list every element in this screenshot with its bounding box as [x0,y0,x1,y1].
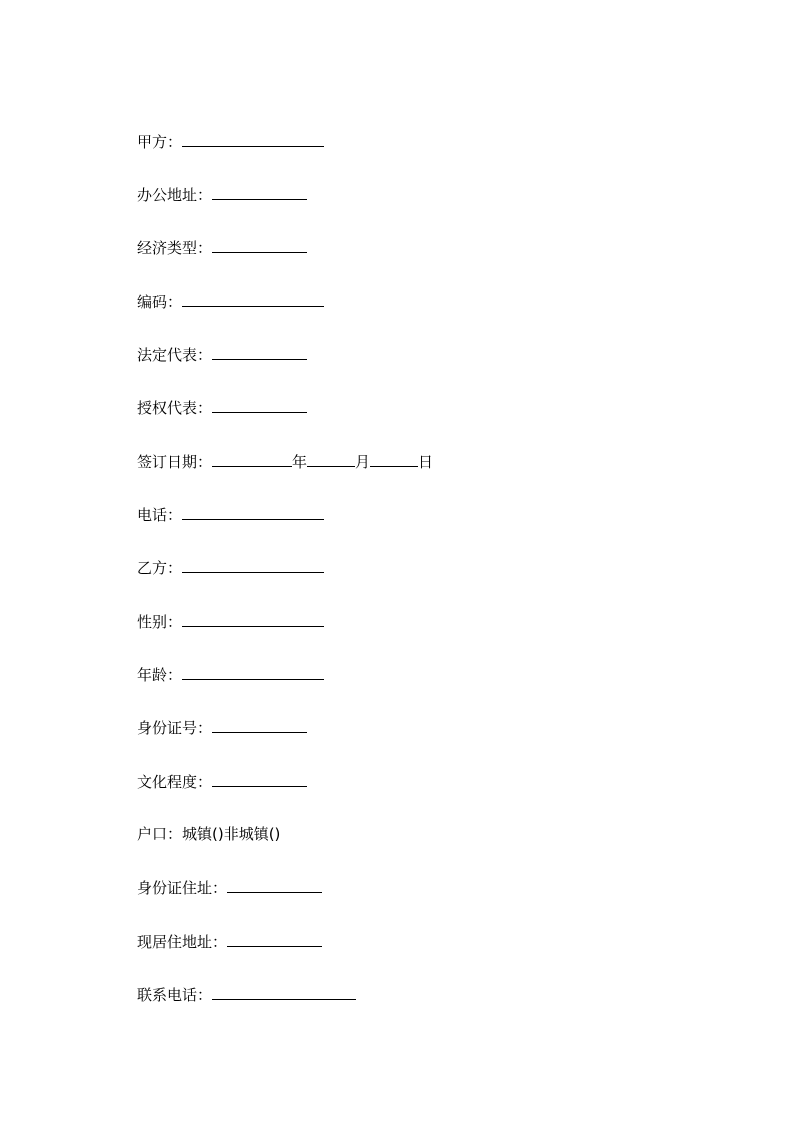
party-a-row [137,129,324,153]
month-label: 月 [355,453,371,471]
household-label: 户口：城镇()非城镇() [137,825,281,843]
id-address-row [137,875,322,899]
id-number-row [137,715,307,739]
party-b-blank[interactable] [182,555,324,573]
contact-phone-label: 联系电话： [137,986,213,1004]
office-address-row [137,182,307,206]
office-address-label: 办公地址： [137,186,213,204]
legal-rep-label: 法定代表： [137,346,213,364]
code-row [137,289,324,313]
economic-type-row [137,235,307,259]
education-blank[interactable] [212,769,307,787]
age-label: 年龄： [137,666,183,684]
gender-label: 性别： [137,613,183,631]
id-number-blank[interactable] [212,715,307,733]
id-address-label: 身份证住址： [137,879,228,897]
phone-blank[interactable] [182,502,324,520]
sign-year-blank[interactable] [212,449,292,467]
code-blank[interactable] [182,289,324,307]
authorized-rep-label: 授权代表： [137,399,213,417]
sign-day-blank[interactable] [370,449,418,467]
age-row [137,662,324,686]
day-label: 日 [418,453,434,471]
party-a-label: 甲方： [137,133,183,151]
economic-type-blank[interactable] [212,235,307,253]
gender-row [137,609,324,633]
contact-phone-row [137,982,356,1006]
legal-rep-blank[interactable] [212,342,307,360]
phone-row [137,502,324,526]
code-label: 编码： [137,293,183,311]
sign-date-label: 签订日期： [137,453,213,471]
legal-rep-row [137,342,307,366]
contact-phone-blank[interactable] [212,982,356,1000]
party-a-blank[interactable] [182,129,324,147]
authorized-rep-blank[interactable] [212,395,307,413]
household-row [137,822,280,846]
current-address-blank[interactable] [227,929,322,947]
phone-label: 电话： [137,506,183,524]
economic-type-label: 经济类型： [137,239,213,257]
education-row [137,769,307,793]
sign-month-blank[interactable] [307,449,355,467]
current-address-label: 现居住地址： [137,933,228,951]
current-address-row [137,929,322,953]
year-label: 年 [292,453,308,471]
age-blank[interactable] [182,662,324,680]
id-address-blank[interactable] [227,875,322,893]
party-b-label: 乙方： [137,559,183,577]
office-address-blank[interactable] [212,182,307,200]
party-b-row [137,555,324,579]
gender-blank[interactable] [182,609,324,627]
sign-date-row [137,449,433,473]
education-label: 文化程度： [137,773,213,791]
id-number-label: 身份证号： [137,719,213,737]
authorized-rep-row [137,395,307,419]
